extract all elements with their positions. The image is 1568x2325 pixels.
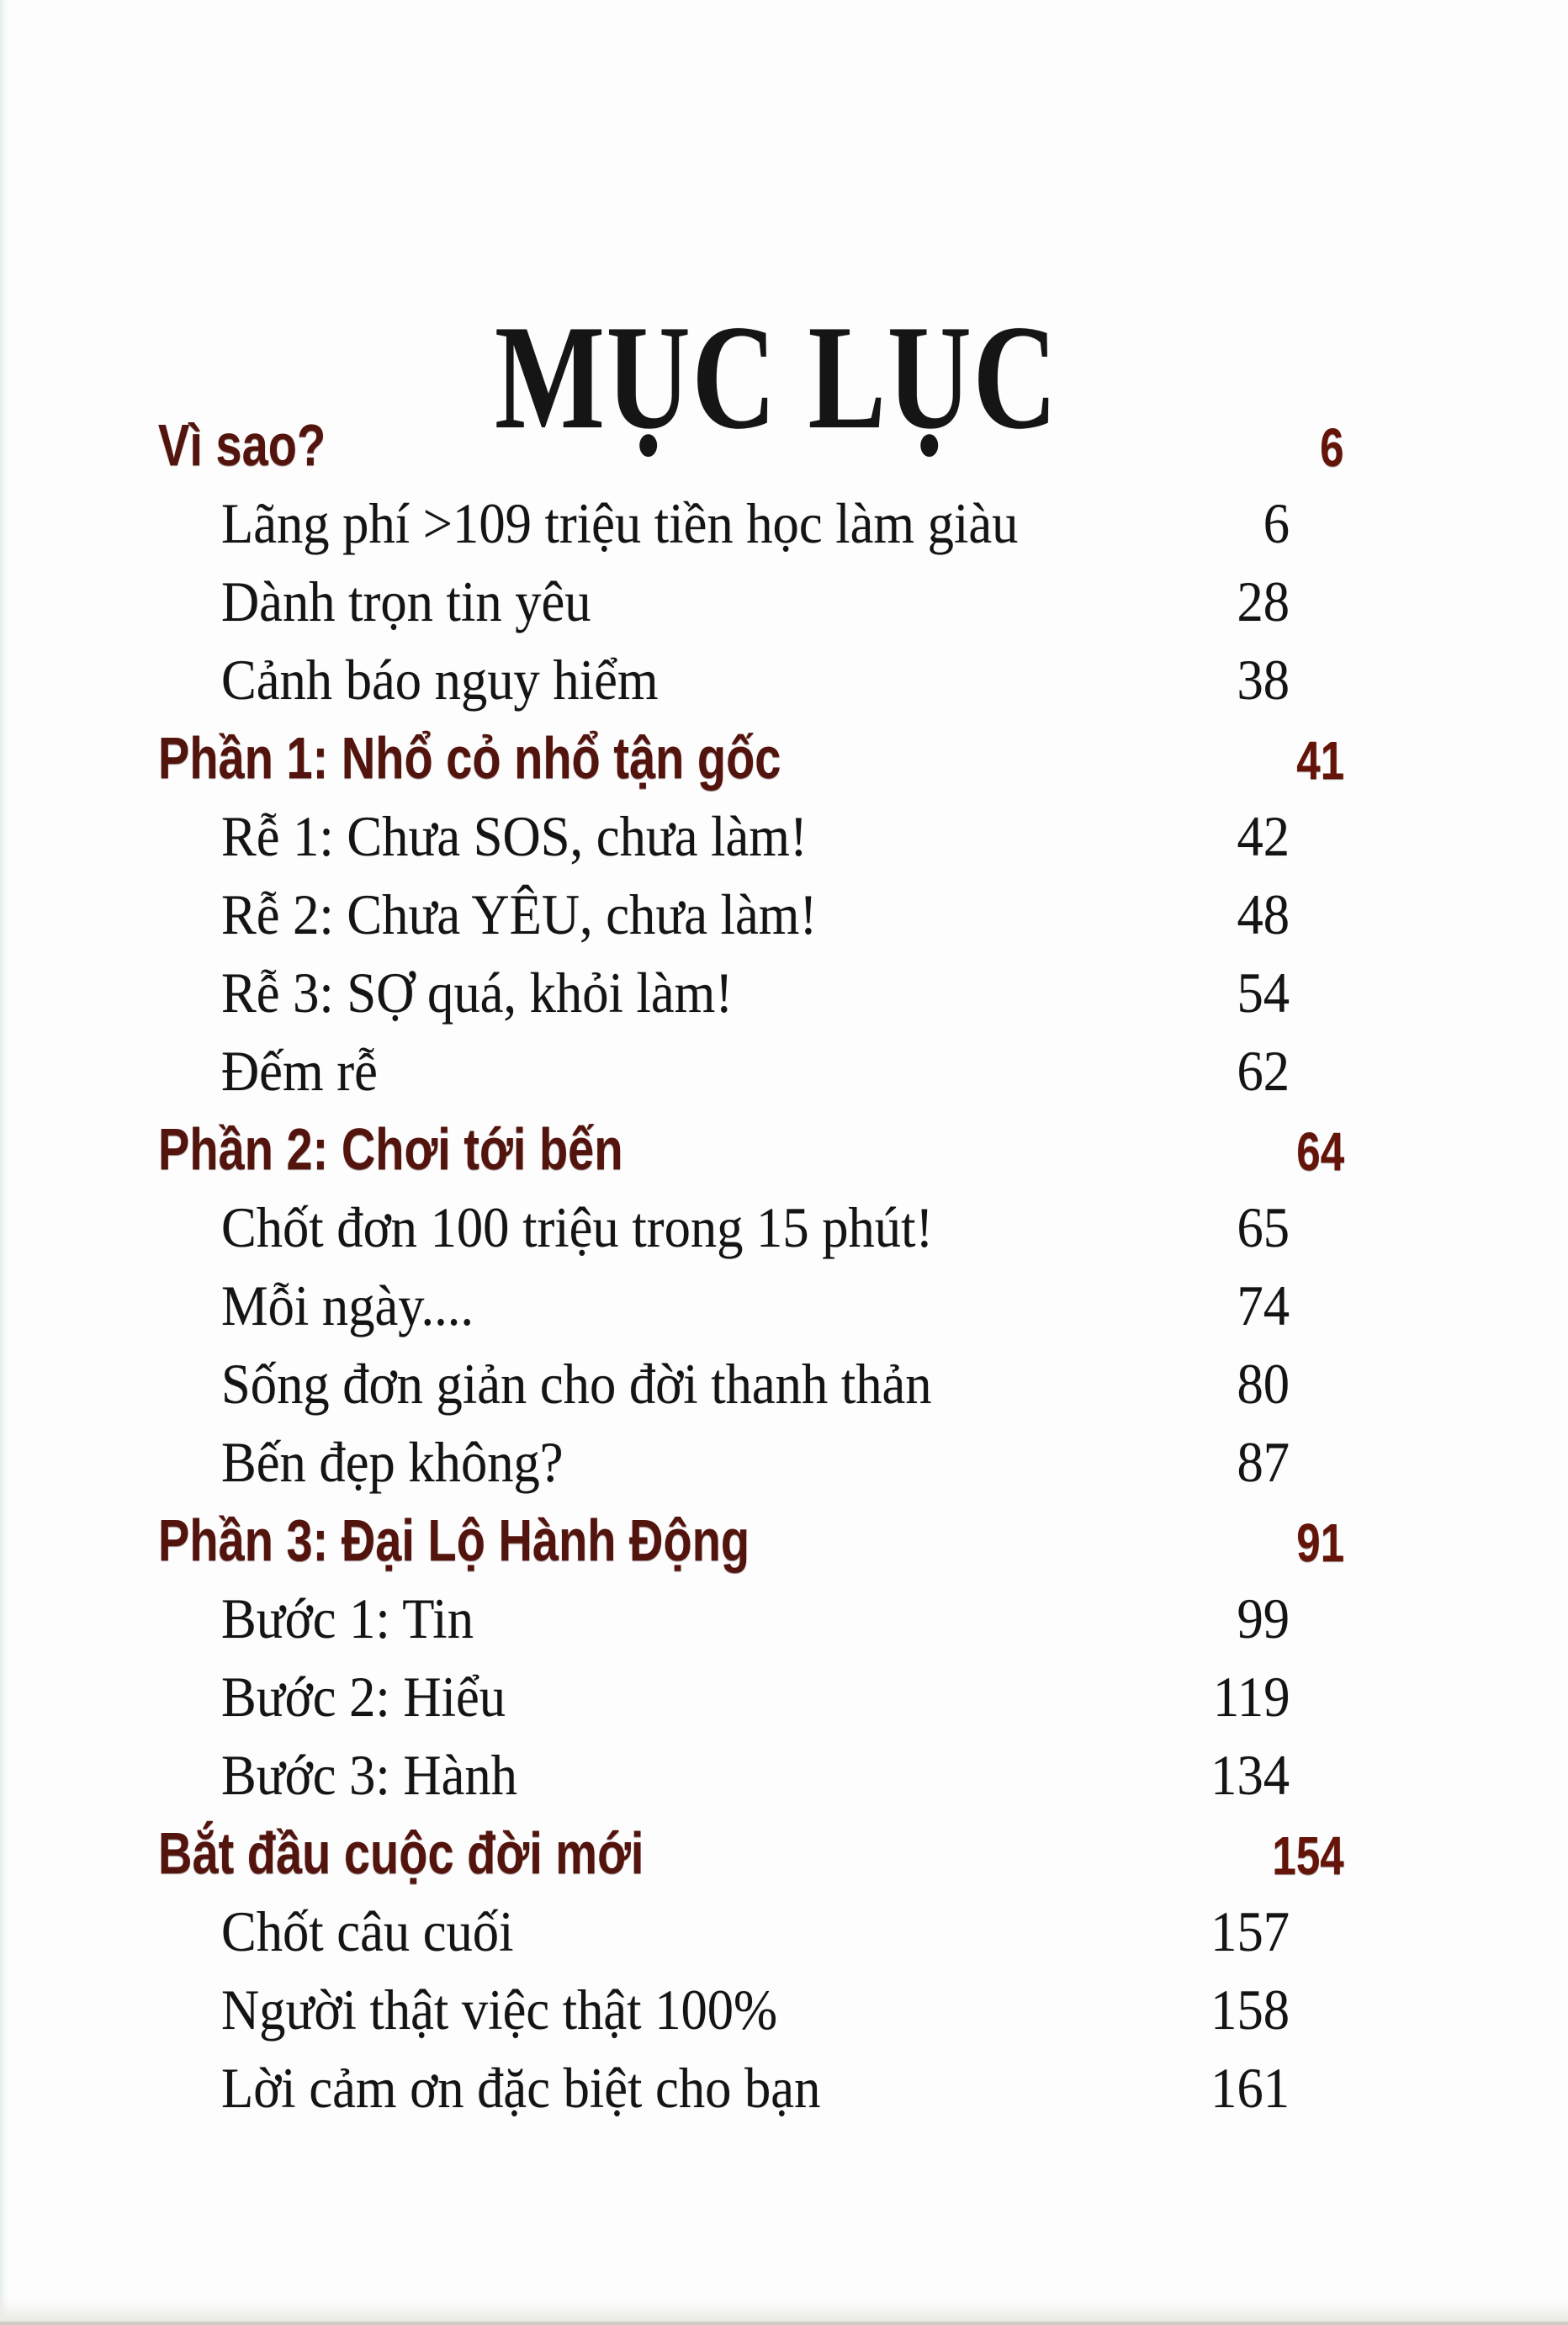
toc-row	[0, 1419, 1568, 1497]
toc-page-number: 154	[1272, 1825, 1344, 1886]
toc-entry-label: Chốt đơn 100 triệu trong 15 phút!	[221, 1195, 934, 1259]
toc-page-number: 62	[1237, 1039, 1290, 1103]
toc-page-number: 99	[1237, 1586, 1290, 1650]
toc-page-number: 65	[1237, 1195, 1290, 1259]
toc-section-label: Bắt đầu cuộc đời mới	[158, 1820, 644, 1886]
toc-page-number: 87	[1237, 1430, 1290, 1494]
toc-page-number: 6	[1320, 417, 1344, 478]
toc-row	[0, 559, 1568, 637]
toc-page-number: 48	[1237, 882, 1290, 946]
toc-page-number: 157	[1210, 1899, 1290, 1963]
toc-entry-label: Dành trọn tin yêu	[221, 569, 591, 633]
toc-row	[0, 402, 1568, 480]
toc-row	[0, 1263, 1568, 1341]
toc-entry-label: Lời cảm ơn đặc biệt cho bạn	[221, 2056, 821, 2120]
toc-entry-label: Lãng phí >109 triệu tiền học làm giàu	[221, 491, 1019, 555]
page-title: MỤC LỤC	[495, 294, 1059, 461]
toc-entry-label: Cảnh báo nguy hiểm	[221, 648, 659, 712]
toc-row	[0, 2045, 1568, 2123]
toc-entry-label: Bến đẹp không?	[221, 1430, 564, 1494]
toc-row	[0, 1497, 1568, 1576]
toc-row	[0, 637, 1568, 715]
toc-row	[0, 1576, 1568, 1654]
toc-page-number: 91	[1296, 1512, 1344, 1573]
toc-row	[0, 1888, 1568, 1967]
toc-row	[0, 871, 1568, 950]
table-of-contents	[0, 402, 1568, 2123]
toc-entry-label: Người thật việc thật 100%	[221, 1978, 778, 2042]
toc-row	[0, 1654, 1568, 1732]
toc-section-label: Phần 3: Đại Lộ Hành Động	[158, 1507, 750, 1573]
toc-entry-label: Sống đơn giản cho đời thanh thản	[221, 1352, 932, 1416]
toc-entry-label: Rễ 1: Chưa SOS, chưa làm!	[221, 804, 808, 868]
toc-row	[0, 1341, 1568, 1419]
toc-section-label: Phần 2: Chơi tới bến	[158, 1116, 623, 1182]
toc-page-number: 42	[1237, 804, 1290, 868]
toc-entry-label: Rễ 3: SỢ quá, khỏi làm!	[221, 961, 734, 1025]
toc-row	[0, 480, 1568, 559]
toc-page-number: 80	[1237, 1352, 1290, 1416]
toc-page-number: 161	[1210, 2056, 1290, 2120]
toc-row	[0, 1732, 1568, 1810]
toc-entry-label: Mỗi ngày....	[221, 1274, 474, 1337]
toc-page-number: 119	[1212, 1665, 1290, 1729]
toc-section-label: Vì sao?	[158, 412, 326, 478]
toc-page-number: 158	[1210, 1978, 1290, 2042]
toc-page-number: 41	[1296, 730, 1344, 791]
toc-entry-label: Bước 1: Tin	[221, 1586, 474, 1650]
toc-page-number: 28	[1237, 569, 1290, 633]
toc-row	[0, 1106, 1568, 1184]
toc-entry-label: Chốt câu cuối	[221, 1899, 514, 1963]
toc-entry-label: Rễ 2: Chưa YÊU, chưa làm!	[221, 882, 818, 946]
toc-entry-label: Bước 2: Hiểu	[221, 1665, 506, 1729]
toc-page-number: 64	[1296, 1121, 1344, 1182]
toc-row	[0, 1184, 1568, 1263]
toc-row	[0, 715, 1568, 793]
toc-entry-label: Đếm rễ	[221, 1039, 378, 1103]
toc-row	[0, 793, 1568, 871]
toc-page-number: 38	[1237, 648, 1290, 712]
toc-entry-label: Bước 3: Hành	[221, 1743, 517, 1807]
toc-row	[0, 1967, 1568, 2045]
toc-row	[0, 950, 1568, 1028]
toc-page-number: 74	[1237, 1274, 1290, 1337]
toc-page-number: 54	[1237, 961, 1290, 1025]
toc-row	[0, 1810, 1568, 1888]
toc-row	[0, 1028, 1568, 1106]
scan-edge-bottom-line	[0, 2322, 1568, 2325]
toc-page-number: 6	[1263, 491, 1290, 555]
toc-section-label: Phần 1: Nhổ cỏ nhổ tận gốc	[158, 725, 781, 791]
toc-page-number: 134	[1210, 1743, 1290, 1807]
